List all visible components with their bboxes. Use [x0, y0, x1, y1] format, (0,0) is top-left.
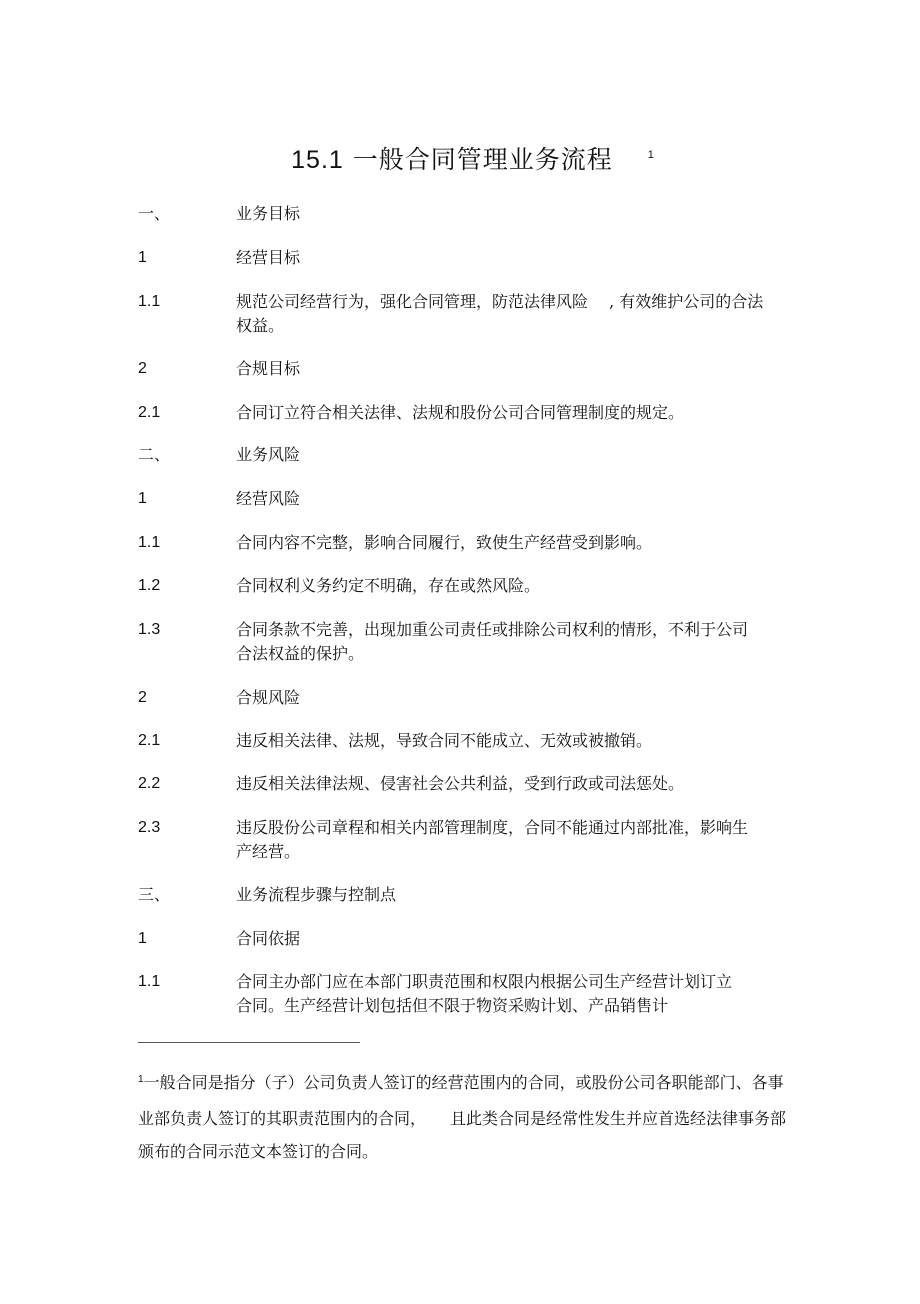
item-text: 业务流程步骤与控制点	[236, 885, 397, 904]
item-text: 违反股份公司章程和相关内部管理制度，合同不能通过内部批准，影响生产经营。	[236, 818, 749, 861]
item-number: 1.3	[138, 621, 161, 638]
item-number: 二、	[138, 445, 171, 464]
item-number: 1	[138, 249, 147, 266]
item-text: 违反相关法律、法规，导致合同不能成立、无效或被撤销。	[236, 731, 653, 750]
footnote-separator	[138, 1042, 360, 1043]
title-text: 一般合同管理业务流程	[352, 145, 613, 174]
item-number: 1	[138, 930, 147, 947]
footnote-mark: 1	[138, 1074, 144, 1085]
item-text: 经营目标	[236, 248, 301, 267]
item-text: 合规目标	[236, 359, 301, 378]
item-text: 业务风险	[236, 445, 301, 464]
item-text: 业务目标	[236, 204, 301, 223]
item-text: 合同条款不完善，出现加重公司责任或排除公司权利的情形，不利于公司合法权益的保护。	[236, 620, 749, 663]
item-number: 2	[138, 360, 147, 377]
item-number: 1.1	[138, 293, 161, 310]
item-number: 1.2	[138, 577, 161, 594]
item-text: 合同订立符合相关法律、法规和股份公司合同管理制度的规定。	[236, 403, 685, 422]
footnote-reference: 1	[647, 149, 655, 161]
item-number: 1.1	[138, 534, 161, 551]
item-number: 2.1	[138, 732, 161, 749]
item-text: 合同主办部门应在本部门职责范围和权限内根据公司生产经营计划订立合同。生产经营计划包括但不限于物资采购计划、产品销售计	[236, 972, 733, 1015]
footnote	[138, 1066, 788, 1168]
section-number: 15.1	[291, 146, 344, 174]
item-number: 1	[138, 490, 147, 507]
item-text: 合同依据	[236, 929, 301, 948]
item-number: 三、	[138, 885, 171, 904]
item-number: 2.3	[138, 819, 161, 836]
item-text: 合同内容不完整，影响合同履行，致使生产经营受到影响。	[236, 533, 653, 552]
item-text: 合同权利义务约定不明确，存在或然风险。	[236, 576, 541, 595]
item-number: 1.1	[138, 973, 161, 990]
item-number: 2.1	[138, 404, 161, 421]
item-text: 经营风险	[236, 489, 301, 508]
item-text: 规范公司经营行为，强化合同管理，防范法律风险 , 有效维护公司的合法权益。	[236, 292, 764, 335]
item-text: 违反相关法律法规、侵害社会公共利益，受到行政或司法惩处。	[236, 774, 685, 793]
item-number: 一、	[138, 204, 171, 223]
page-title	[0, 140, 920, 176]
item-text: 合规风险	[236, 688, 301, 707]
footnote-text: 一般合同是指分（子）公司负责人签订的经营范围内的合同，或股份公司各职能部门、各事业部负责人签订的其职责范围内的合同， 且此类合同是经常性发生并应首选经法律事务部颁布的合同示范文本签订的合同。	[138, 1073, 787, 1161]
item-number: 2	[138, 689, 147, 706]
item-number: 2.2	[138, 775, 161, 792]
